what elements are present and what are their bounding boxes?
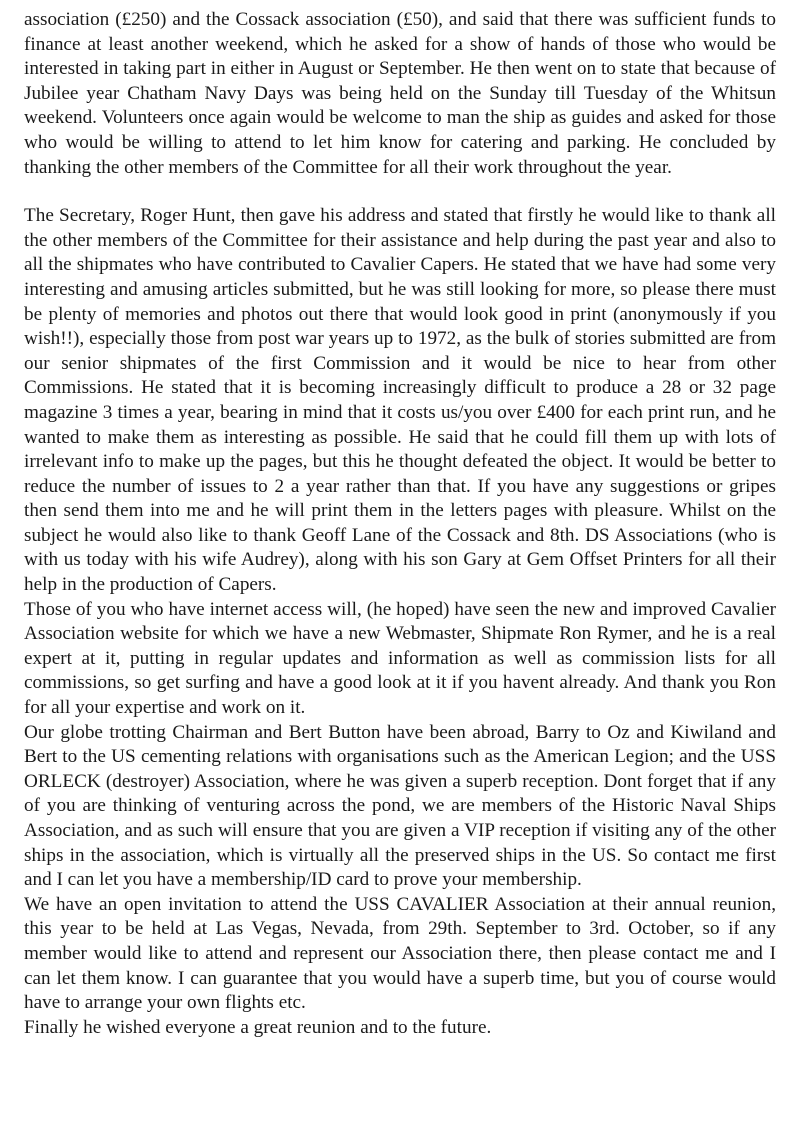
paragraph-website: Those of you who have internet access will, (he hoped) have seen the new and improved Cavalier Association website for which we have a new Webmaster, Shipmate Ron Rymer, and he is a real expert at it, putting in regular updates and information as well as commission lists for all commissions, so get surfing and have a good look at it if you havent already. And thank you Ron for all your expertise and work on it.: [24, 598, 776, 719]
paragraph-secretary-address: The Secretary, Roger Hunt, then gave his address and stated that firstly he would like to thank all the other members of the Committee for their assistance and help during the past year and also to all the shipmates who have contributed to Cavalier Capers. He stated that we have had some very interesting and amusing articles submitted, but he was still looking for more, so please there must be plenty of memories and photos out there that would look good in print (anonymously if you wish!!), especially those from post war years up to 1972, as the bulk of stories submitted are from our senior shipmates of the first Commission and it would be nice to hear from other Commissions. He stated that it is becoming increasingly difficult to produce a 28 or 32 page magazine 3 times a year, bearing in mind that it costs us/you over £400 for each print run, and he wanted to make them as interesting as possible. He said that he could fill them up with lots of irrelevant info to make up the pages, but this he thought defeated the object. It would be better to reduce the number of issues to 2 a year rather than that. If you have any suggestions or gripes then send them into me and he will print them in the letters pages with pleasure. Whilst on the subject he would also like to thank Geoff Lane of the Cossack and 8th. DS Associations (who is with us today with his wife Audrey), along with his son Gary at Gem Offset Printers for all their help in the production of Capers.: [24, 205, 776, 596]
paragraph-uss-cavalier-invitation: We have an open invitation to attend the USS CAVALIER Association at their annual reunion, this year to be held at Las Vegas, Nevada, from 29th. September to 3rd. October, so if any member would like to attend and represent our Association there, then please contact me and I can let them know. I can guarantee that you would have a superb time, but you of course would have to arrange your own flights etc.: [24, 893, 776, 1014]
paragraph-spacer: [24, 180, 776, 204]
paragraph-chairman-abroad: Our globe trotting Chairman and Bert Button have been abroad, Barry to Oz and Kiwiland and Bert to the US cementing relations with organisations such as the American Legion; and the USS ORLECK (destroyer) Association, where he was given a superb reception. Dont forget that if any of you are thinking of venturing across the pond, we are members of the Historic Naval Ships Association, and as such will ensure that you are given a VIP reception if visiting any of the other ships in the association, which is virtually all the preserved ships in the US. So contact me first and I can let you have a membership/ID card to prove your membership.: [24, 721, 776, 891]
paragraph-treasurer-report: association (£250) and the Cossack association (£50), and said that there was sufficient funds to finance at least another weekend, which he asked for a show of hands of those who would be interested in taking part in either in August or September. He then went on to state that because of Jubilee year Chatham Navy Days was being held on the Sunday till Tuesday of the Whitsun weekend. Volunteers once again would be welcome to man the ship as guides and asked for those who would be willing to attend to let him know for catering and parking. He concluded by thanking the other members of the Committee for all their work throughout the year.: [24, 9, 776, 178]
document-page: [24, 8, 776, 1040]
paragraph-closing: Finally he wished everyone a great reunion and to the future.: [24, 1016, 492, 1038]
